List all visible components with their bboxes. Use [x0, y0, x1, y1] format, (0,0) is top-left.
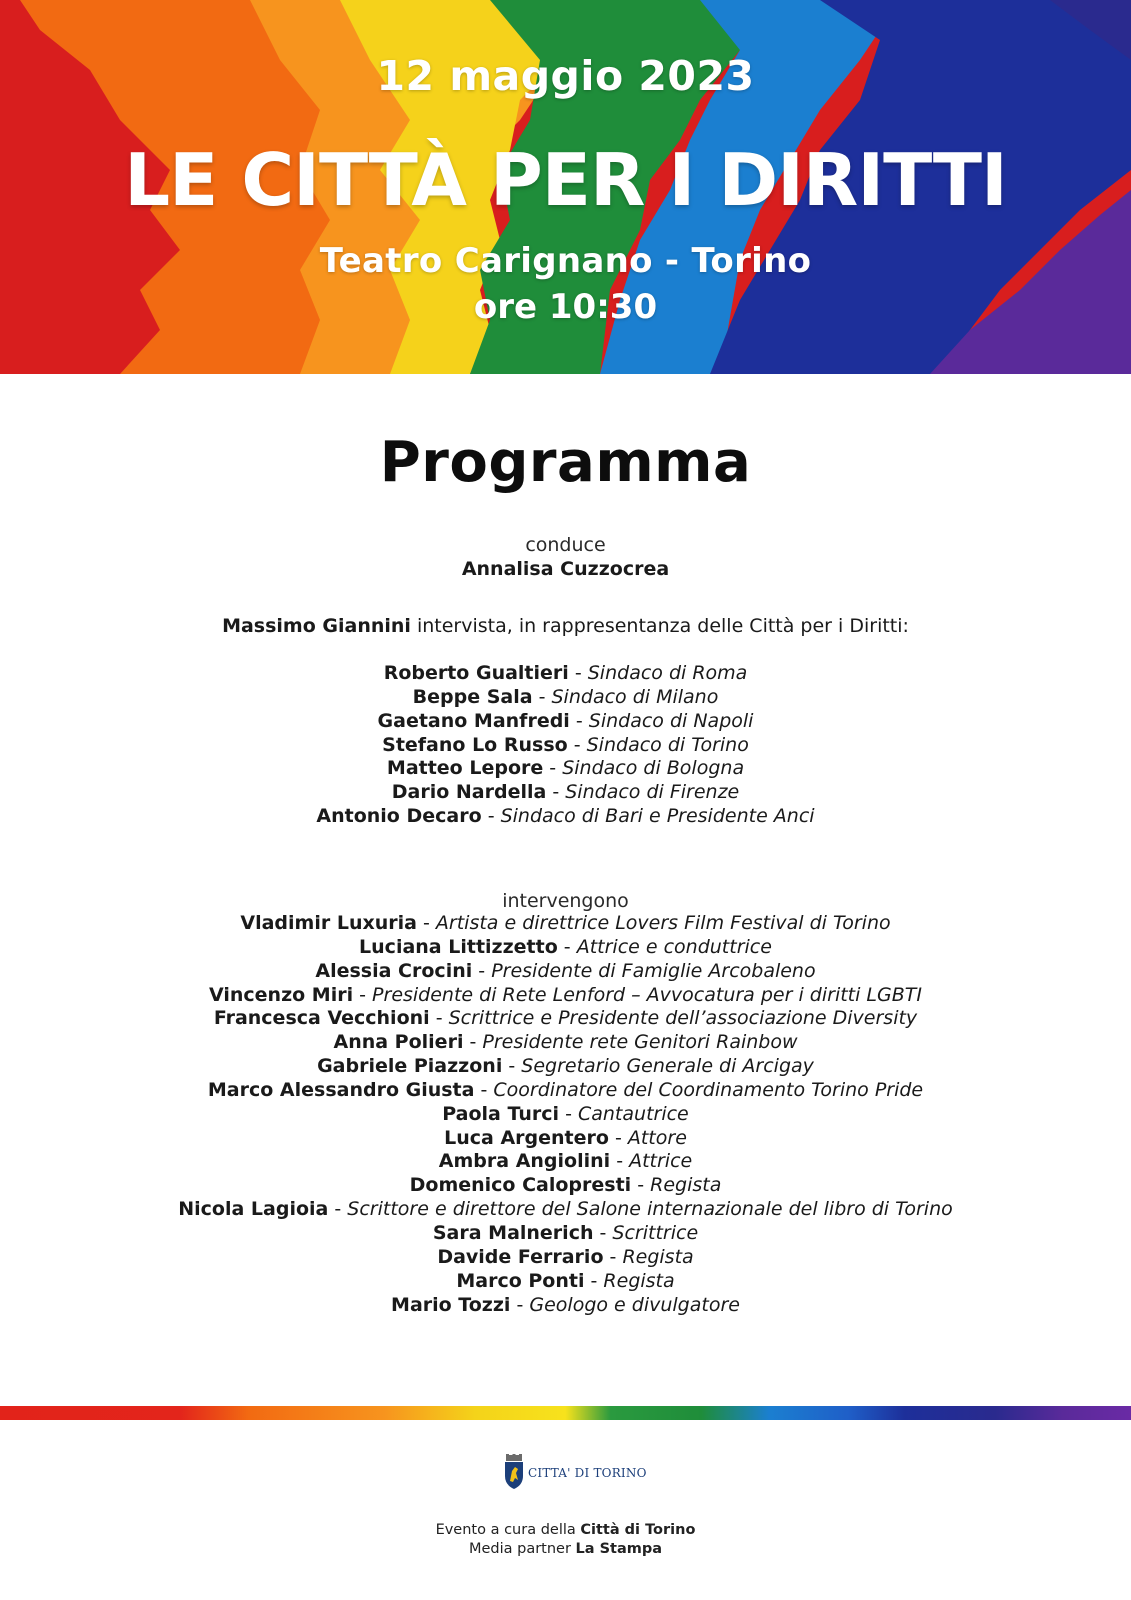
person-role: Coordinatore del Coordinamento Torino Pride: [493, 1078, 924, 1101]
interviewer-name: Massimo Giannini: [222, 615, 411, 637]
separator: -: [328, 1198, 348, 1221]
person-role: Regista: [622, 1245, 694, 1268]
separator: -: [463, 1031, 483, 1054]
speaker-row: [0, 936, 1131, 960]
person-role: Artista e direttrice Lovers Film Festival di Torino: [435, 912, 891, 934]
person-role: Sindaco di Napoli: [588, 709, 754, 732]
speaker-row: [0, 1198, 1131, 1222]
person-name: Ambra Angiolini: [438, 1150, 611, 1173]
person-role: Sindaco di Milano: [551, 685, 719, 708]
separator: -: [631, 1174, 651, 1197]
media-partner-name: La Stampa: [575, 1541, 663, 1557]
separator: -: [510, 1293, 530, 1316]
person-name: Matteo Lepore: [386, 757, 544, 780]
interviewer-text: intervista, in rappresentanza delle Città per i Diritti:: [410, 615, 909, 637]
speaker-row: [0, 1007, 1131, 1031]
organizer-line: [0, 1522, 1131, 1538]
person-role: Geologo e divulgatore: [529, 1293, 740, 1316]
separator: -: [593, 1221, 613, 1244]
speaker-row: [0, 1150, 1131, 1174]
separator: -: [546, 781, 566, 804]
event-title: LE CITTÀ PER I DIRITTI: [124, 138, 1007, 222]
person-role: Attrice e conduttrice: [576, 935, 772, 958]
host-block: [0, 533, 1131, 581]
person-name: Domenico Calopresti: [409, 1174, 632, 1197]
separator: -: [567, 733, 587, 756]
speakers-list: [0, 912, 1131, 1317]
separator: -: [532, 685, 552, 708]
person-name: Mario Tozzi: [391, 1293, 511, 1316]
mayor-row: [0, 710, 1131, 734]
person-name: Francesca Vecchioni: [213, 1007, 430, 1030]
separator: -: [557, 935, 577, 958]
person-name: Davide Ferrario: [437, 1245, 604, 1268]
separator: -: [543, 757, 563, 780]
media-prefix: Media partner: [468, 1541, 576, 1557]
speakers-label: intervengono: [502, 890, 629, 912]
separator: -: [608, 1126, 628, 1149]
mayors-list: [0, 662, 1131, 829]
event-venue: Teatro Carignano - Torino: [319, 241, 812, 281]
person-role: Sindaco di Roma: [587, 662, 748, 684]
speaker-row: [0, 1174, 1131, 1198]
organizer-name: Città di Torino: [580, 1522, 696, 1538]
person-role: Scrittrice e Presidente dell’associazione Diversity: [448, 1007, 918, 1030]
separator: -: [353, 983, 373, 1006]
person-name: Stefano Lo Russo: [382, 733, 568, 756]
person-name: Vladimir Luxuria: [240, 912, 417, 934]
header-banner: [0, 0, 1131, 374]
mayor-row: [0, 734, 1131, 758]
person-role: Segretario Generale di Arcigay: [521, 1055, 814, 1078]
separator: -: [502, 1055, 522, 1078]
mayor-row: [0, 757, 1131, 781]
person-role: Scrittore e direttore del Salone internazionale del libro di Torino: [347, 1198, 953, 1221]
person-role: Sindaco di Torino: [586, 733, 749, 756]
speaker-row: [0, 1222, 1131, 1246]
person-role: Attrice: [629, 1150, 693, 1173]
media-partner-line: [0, 1541, 1131, 1557]
person-name: Roberto Gualtieri: [383, 662, 569, 684]
separator: -: [610, 1150, 630, 1173]
torino-crest-icon: [503, 1454, 525, 1490]
host-name: Annalisa Cuzzocrea: [461, 558, 670, 580]
logo-text: CITTA' DI TORINO: [528, 1466, 647, 1480]
organizer-prefix: Evento a cura della: [435, 1522, 581, 1538]
speaker-row: [0, 1055, 1131, 1079]
separator: -: [568, 662, 588, 684]
program-title: Programma: [379, 430, 752, 495]
person-name: Dario Nardella: [391, 781, 547, 804]
person-role: Scrittrice: [612, 1221, 699, 1244]
mayor-row: [0, 662, 1131, 686]
rainbow-stripe: [0, 1406, 1131, 1420]
speaker-row: [0, 912, 1131, 936]
conduce-label: conduce: [525, 534, 606, 556]
speaker-row: [0, 1103, 1131, 1127]
person-role: Regista: [650, 1174, 722, 1197]
separator: -: [569, 709, 589, 732]
mayor-row: [0, 805, 1131, 829]
person-role: Sindaco di Bologna: [562, 757, 745, 780]
person-name: Marco Alessandro Giusta: [207, 1078, 475, 1101]
separator: -: [472, 959, 492, 982]
person-name: Vincenzo Miri: [208, 983, 354, 1006]
person-name: Luciana Littizzetto: [359, 935, 558, 958]
person-role: Presidente di Rete Lenford – Avvocatura per i diritti LGBTI: [372, 983, 922, 1006]
speaker-row: [0, 960, 1131, 984]
speaker-row: [0, 1246, 1131, 1270]
person-role: Sindaco di Firenze: [565, 781, 740, 804]
speaker-row: [0, 1079, 1131, 1103]
separator: -: [481, 805, 501, 828]
event-time: ore 10:30: [473, 287, 658, 327]
mayor-row: [0, 686, 1131, 710]
separator: -: [584, 1269, 604, 1292]
separator: -: [474, 1078, 494, 1101]
speaker-row: [0, 1031, 1131, 1055]
person-name: Anna Polieri: [333, 1031, 464, 1054]
person-role: Sindaco di Bari e Presidente Anci: [500, 805, 815, 828]
person-role: Attore: [627, 1126, 687, 1149]
person-role: Cantautrice: [577, 1102, 689, 1125]
event-date: 12 maggio 2023: [376, 52, 755, 100]
person-name: Paola Turci: [442, 1102, 560, 1125]
interviewer-line: [0, 614, 1131, 638]
separator: -: [603, 1245, 623, 1268]
person-name: Gabriele Piazzoni: [317, 1055, 503, 1078]
person-name: Marco Ponti: [456, 1269, 585, 1292]
person-role: Regista: [603, 1269, 675, 1292]
speaker-row: [0, 1294, 1131, 1318]
person-role: Presidente rete Genitori Rainbow: [482, 1031, 798, 1054]
person-name: Alessia Crocini: [315, 959, 473, 982]
person-name: Beppe Sala: [412, 685, 533, 708]
person-name: Luca Argentero: [444, 1126, 609, 1149]
mayor-row: [0, 781, 1131, 805]
person-name: Nicola Lagioia: [178, 1198, 329, 1221]
person-role: Presidente di Famiglie Arcobaleno: [491, 959, 816, 982]
person-name: Antonio Decaro: [316, 805, 482, 828]
separator: -: [559, 1102, 578, 1125]
speaker-row: [0, 984, 1131, 1008]
separator: -: [416, 912, 436, 934]
person-name: Sara Malnerich: [432, 1221, 594, 1244]
person-name: Gaetano Manfredi: [377, 709, 570, 732]
separator: -: [429, 1007, 449, 1030]
citta-di-torino-logo: [503, 1454, 647, 1492]
speaker-row: [0, 1127, 1131, 1151]
speaker-row: [0, 1270, 1131, 1294]
